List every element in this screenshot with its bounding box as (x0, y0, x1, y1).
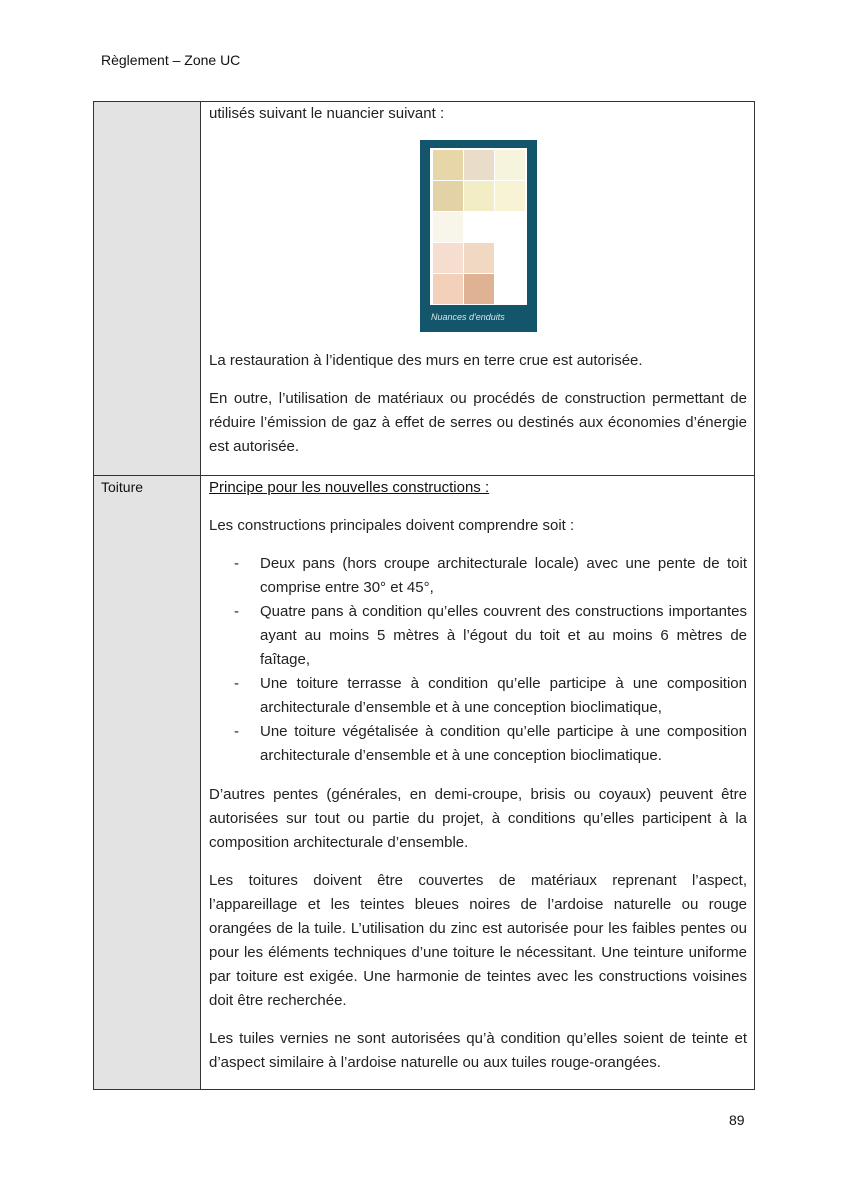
color-swatch (495, 181, 525, 211)
color-swatch (433, 212, 463, 242)
row2-paragraph-2: Les toitures doivent être couvertes de matériaux reprenant l’aspect, l’appareillage et les teintes bleues noires de l’ardoise naturelle ou rouge orangées de la tuile. L’utilisation du zinc est autorisée pour les faibles pentes ou pour les éléments techniques d’une toiture le nécessitant. Une teinture uniforme par toiture est exigée. Une harmonie de teintes avec les constructions voisines doit être recherchée. (209, 872, 747, 1009)
color-swatch (433, 181, 463, 211)
color-swatch (464, 150, 494, 180)
color-swatch (433, 274, 463, 304)
color-chart-image (420, 140, 537, 332)
list-item: - Quatre pans à condition qu’elles couvrent des constructions importantes ayant au moins 5 mètres à l’égout du toit et au moins 6 mètres de faîtage, (234, 603, 747, 668)
page-header: Règlement – Zone UC (101, 52, 241, 68)
row2-intro: Les constructions principales doivent comprendre soit : (209, 517, 575, 534)
color-swatch (464, 243, 494, 273)
roof-options-list (209, 552, 747, 768)
row2-paragraph-3: Les tuiles vernies ne sont autorisées qu’à condition qu’elles soient de teinte et d’aspect similaire à l’ardoise naturelle ou aux tuiles rouge-orangées. (209, 1030, 747, 1071)
color-swatch (433, 150, 463, 180)
row1-intro: utilisés suivant le nuancier suivant : (209, 105, 445, 122)
section-heading: Principe pour les nouvelles constructions : (209, 479, 490, 496)
color-swatch (433, 243, 463, 273)
color-swatch (464, 274, 494, 304)
row-label-toiture: Toiture (101, 479, 144, 495)
page-number: 89 (729, 1112, 745, 1128)
label-column (94, 102, 201, 1089)
regulation-table (93, 101, 755, 1090)
row2-paragraph-1: D’autres pentes (générales, en demi-croupe, brisis ou coyaux) peuvent être autorisées sur tout ou partie du projet, à conditions qu’elles participent à la composition architecturale d’ensemble. (209, 786, 747, 851)
list-item: - Deux pans (hors croupe architecturale locale) avec une pente de toit comprise entre 30° et 45°, (234, 555, 747, 596)
row1-paragraph-2: En outre, l’utilisation de matériaux ou procédés de construction permettant de réduire l’émission de gaz à effet de serres ou destinés aux économies d’énergie est autorisée. (209, 390, 747, 455)
image-caption: Nuances d'enduits (431, 312, 505, 322)
row1-paragraph-1: La restauration à l’identique des murs en terre crue est autorisée. (209, 352, 643, 369)
color-swatch (495, 150, 525, 180)
list-item: - Une toiture terrasse à condition qu’elle participe à une composition architecturale d’ensemble et à une conception bioclimatique, (234, 675, 747, 716)
color-swatch (464, 181, 494, 211)
list-item: - Une toiture végétalisée à condition qu’elle participe à une composition architecturale d’ensemble et à une conception bioclimatique. (234, 723, 747, 764)
swatch-panel (430, 148, 527, 305)
